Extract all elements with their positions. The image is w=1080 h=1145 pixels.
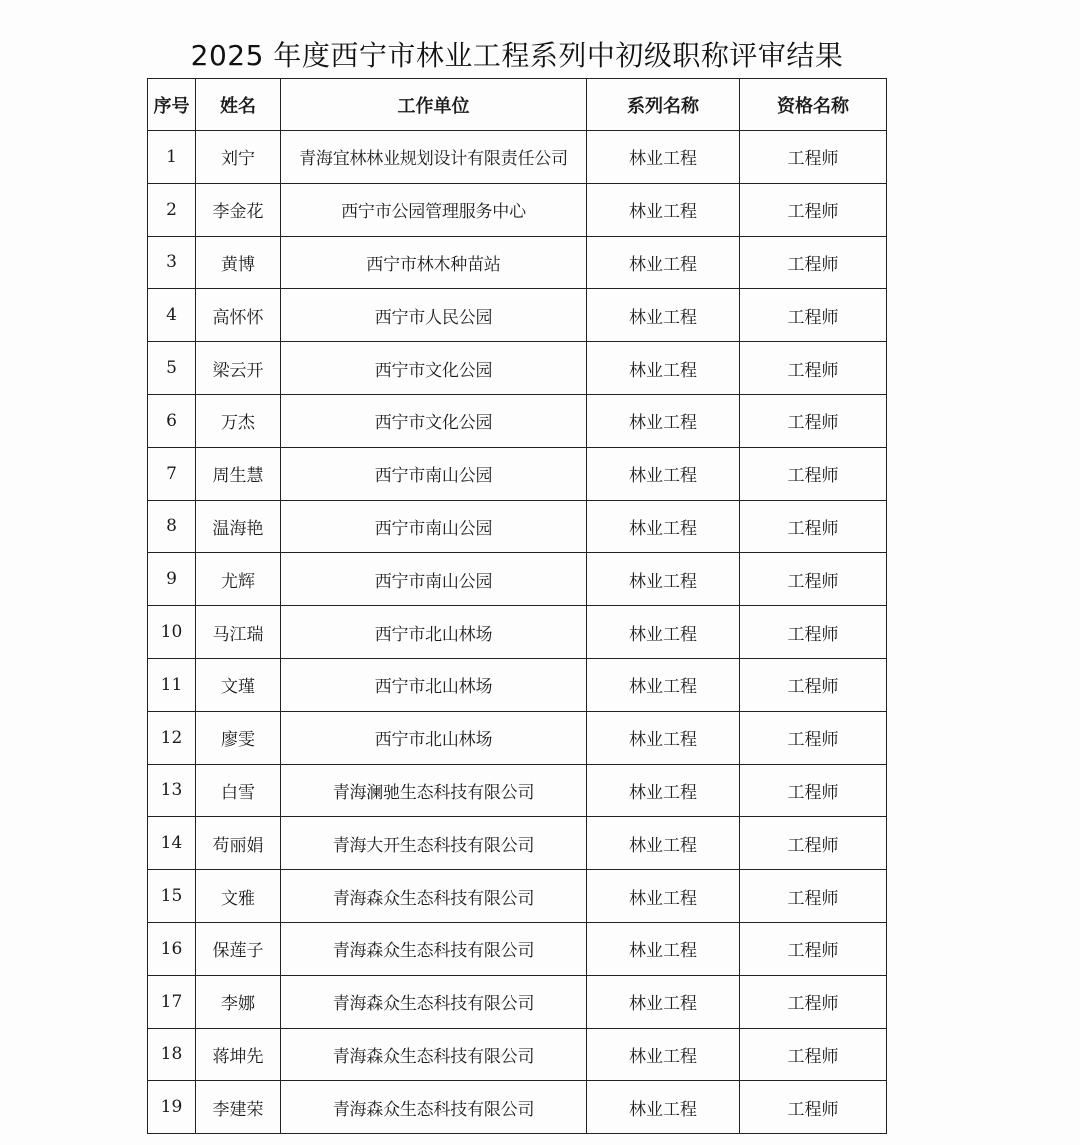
table-row	[148, 658, 887, 711]
cell-series: 林业工程	[587, 817, 740, 870]
cell-unit: 西宁市北山林场	[281, 658, 587, 711]
cell-qualification: 工程师	[740, 870, 887, 923]
header-series: 系列名称	[587, 79, 740, 131]
cell-unit: 西宁市文化公园	[281, 342, 587, 395]
cell-name: 高怀怀	[196, 289, 281, 342]
table-header	[148, 79, 887, 131]
cell-unit: 西宁市南山公园	[281, 553, 587, 606]
table-row	[148, 975, 887, 1028]
cell-series: 林业工程	[587, 1028, 740, 1081]
header-qualification: 资格名称	[740, 79, 887, 131]
table-row	[148, 236, 887, 289]
cell-unit: 青海森众生态科技有限公司	[281, 1028, 587, 1081]
table-row	[148, 289, 887, 342]
header-name: 姓名	[196, 79, 281, 131]
cell-unit: 青海澜驰生态科技有限公司	[281, 764, 587, 817]
cell-series: 林业工程	[587, 764, 740, 817]
cell-no: 5	[148, 342, 196, 395]
table-row	[148, 447, 887, 500]
cell-qualification: 工程师	[740, 817, 887, 870]
cell-no: 14	[148, 817, 196, 870]
cell-unit: 青海大开生态科技有限公司	[281, 817, 587, 870]
cell-name: 马江瑞	[196, 606, 281, 659]
table-row	[148, 553, 887, 606]
cell-qualification: 工程师	[740, 606, 887, 659]
cell-name: 保莲子	[196, 922, 281, 975]
cell-name: 李金花	[196, 183, 281, 236]
cell-qualification: 工程师	[740, 1081, 887, 1134]
table-row	[148, 922, 887, 975]
cell-unit: 西宁市南山公园	[281, 447, 587, 500]
table-row	[148, 183, 887, 236]
cell-qualification: 工程师	[740, 922, 887, 975]
cell-no: 1	[148, 131, 196, 184]
cell-no: 9	[148, 553, 196, 606]
cell-unit: 青海宜林林业规划设计有限责任公司	[281, 131, 587, 184]
table-row	[148, 394, 887, 447]
cell-name: 刘宁	[196, 131, 281, 184]
cell-series: 林业工程	[587, 131, 740, 184]
cell-no: 4	[148, 289, 196, 342]
cell-qualification: 工程师	[740, 342, 887, 395]
cell-name: 廖雯	[196, 711, 281, 764]
cell-no: 10	[148, 606, 196, 659]
cell-series: 林业工程	[587, 236, 740, 289]
cell-no: 7	[148, 447, 196, 500]
table-row	[148, 131, 887, 184]
cell-no: 2	[148, 183, 196, 236]
cell-no: 15	[148, 870, 196, 923]
cell-no: 11	[148, 658, 196, 711]
cell-qualification: 工程师	[740, 236, 887, 289]
cell-name: 文瑾	[196, 658, 281, 711]
cell-qualification: 工程师	[740, 975, 887, 1028]
cell-name: 周生慧	[196, 447, 281, 500]
cell-no: 8	[148, 500, 196, 553]
document-title: 2025 年度西宁市林业工程系列中初级职称评审结果	[190, 39, 844, 72]
table-row	[148, 1081, 887, 1134]
cell-series: 林业工程	[587, 289, 740, 342]
table-row	[148, 817, 887, 870]
cell-qualification: 工程师	[740, 394, 887, 447]
cell-qualification: 工程师	[740, 711, 887, 764]
cell-series: 林业工程	[587, 342, 740, 395]
cell-qualification: 工程师	[740, 131, 887, 184]
cell-unit: 青海森众生态科技有限公司	[281, 870, 587, 923]
table-body	[148, 131, 887, 1134]
cell-no: 18	[148, 1028, 196, 1081]
cell-no: 17	[148, 975, 196, 1028]
cell-series: 林业工程	[587, 606, 740, 659]
cell-unit: 西宁市文化公园	[281, 394, 587, 447]
cell-no: 19	[148, 1081, 196, 1134]
cell-qualification: 工程师	[740, 1028, 887, 1081]
cell-series: 林业工程	[587, 870, 740, 923]
table-row	[148, 711, 887, 764]
cell-name: 梁云开	[196, 342, 281, 395]
cell-name: 白雪	[196, 764, 281, 817]
results-table	[147, 78, 887, 1134]
cell-qualification: 工程师	[740, 764, 887, 817]
cell-unit: 西宁市公园管理服务中心	[281, 183, 587, 236]
cell-series: 林业工程	[587, 975, 740, 1028]
cell-unit: 西宁市南山公园	[281, 500, 587, 553]
cell-unit: 西宁市林木种苗站	[281, 236, 587, 289]
cell-qualification: 工程师	[740, 289, 887, 342]
cell-series: 林业工程	[587, 922, 740, 975]
cell-name: 尤辉	[196, 553, 281, 606]
header-no: 序号	[148, 79, 196, 131]
cell-no: 13	[148, 764, 196, 817]
cell-unit: 西宁市北山林场	[281, 711, 587, 764]
cell-qualification: 工程师	[740, 553, 887, 606]
cell-name: 温海艳	[196, 500, 281, 553]
cell-unit: 青海森众生态科技有限公司	[281, 975, 587, 1028]
cell-name: 李娜	[196, 975, 281, 1028]
header-unit: 工作单位	[281, 79, 587, 131]
cell-no: 3	[148, 236, 196, 289]
cell-no: 12	[148, 711, 196, 764]
cell-name: 万杰	[196, 394, 281, 447]
cell-unit: 青海森众生态科技有限公司	[281, 1081, 587, 1134]
cell-name: 文雅	[196, 870, 281, 923]
cell-series: 林业工程	[587, 500, 740, 553]
cell-series: 林业工程	[587, 658, 740, 711]
cell-name: 苟丽娟	[196, 817, 281, 870]
cell-series: 林业工程	[587, 394, 740, 447]
cell-series: 林业工程	[587, 711, 740, 764]
table-row	[148, 500, 887, 553]
cell-qualification: 工程师	[740, 447, 887, 500]
table-row	[148, 342, 887, 395]
header-row	[148, 79, 887, 131]
cell-series: 林业工程	[587, 1081, 740, 1134]
table-row	[148, 870, 887, 923]
cell-name: 蒋坤先	[196, 1028, 281, 1081]
cell-no: 16	[148, 922, 196, 975]
cell-no: 6	[148, 394, 196, 447]
table-row	[148, 764, 887, 817]
cell-qualification: 工程师	[740, 658, 887, 711]
table-row	[148, 1028, 887, 1081]
cell-qualification: 工程师	[740, 183, 887, 236]
cell-unit: 青海森众生态科技有限公司	[281, 922, 587, 975]
cell-series: 林业工程	[587, 183, 740, 236]
cell-unit: 西宁市北山林场	[281, 606, 587, 659]
cell-unit: 西宁市人民公园	[281, 289, 587, 342]
table-row	[148, 606, 887, 659]
cell-name: 黄博	[196, 236, 281, 289]
cell-series: 林业工程	[587, 553, 740, 606]
cell-name: 李建荣	[196, 1081, 281, 1134]
cell-qualification: 工程师	[740, 500, 887, 553]
cell-series: 林业工程	[587, 447, 740, 500]
